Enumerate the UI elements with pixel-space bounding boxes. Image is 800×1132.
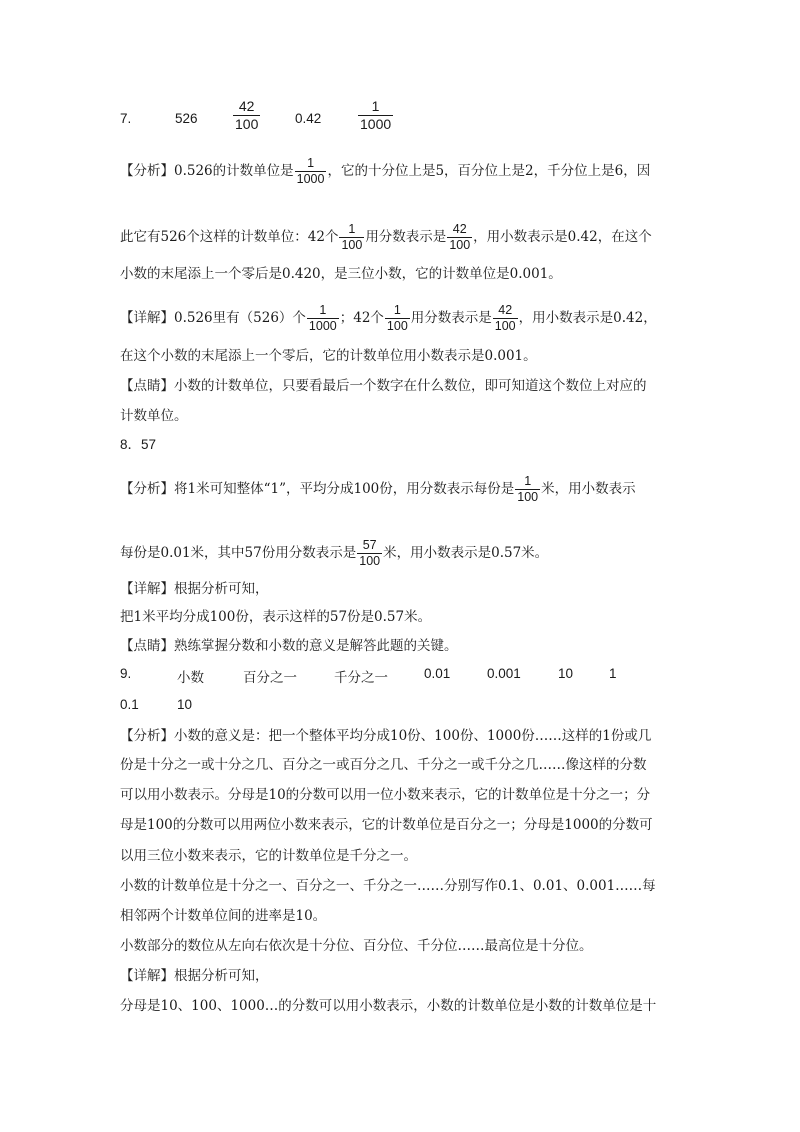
q9-analysis-line-2: 份是十分之一或十分之几、百分之一或百分之几、千分之一或千分之几……像这样的分数: [120, 757, 647, 773]
q8-comment: 【点睛】熟练掌握分数和小数的意义是解答此题的关键。: [120, 638, 458, 654]
q7-analysis-line-1: 【分析】0.526的计数单位是 $\frac{1}{1000}$ ，它的十分位上是5，百分位上是2，千分位上是6，因: [120, 156, 651, 186]
q7-detail-line-2: 在这个小数的末尾添上一个零后，它的计数单位用小数表示是0.001。: [120, 348, 537, 364]
fraction: $\frac{57}{100}$: [359, 538, 381, 568]
q9-answer-3: 千分之一: [334, 670, 388, 685]
q9-analysis-line-5: 以用三位小数来表示，它的计数单位是千分之一。: [120, 848, 417, 864]
q9-answer-5: 0.001: [487, 666, 521, 681]
q9-answer-1: 小数: [177, 670, 204, 685]
fraction: $\frac{1}{1000}$: [296, 156, 325, 186]
q7-answer-1: 526: [175, 111, 198, 126]
q7-fraction-42-100: $\frac{42}{100}$: [235, 98, 259, 132]
q8-detail-line-2: 把1米平均分成100份，表示这样的57份是0.57米。: [120, 609, 432, 625]
q9-answer-4: 0.01: [424, 666, 451, 681]
fraction: $\frac{1}{100}$: [386, 303, 408, 333]
q8-number: 8．57: [120, 437, 157, 452]
q9-number: 9.: [120, 666, 132, 681]
q9-analysis-line-6: 小数的计数单位是十分之一、百分之一、千分之一……分别写作0.1、0.01、0.001……每: [120, 878, 656, 894]
q7-number: 7.: [120, 111, 132, 126]
q8-analysis-line-1: 【分析】将1米可知整体“1”，平均分成100份，用分数表示每份是 $\frac{1}{100}$ 米，用小数表示: [120, 474, 636, 504]
q9-answer-7: 1: [609, 666, 617, 681]
q9-detail-line-1: 【详解】根据分析可知，: [120, 968, 269, 984]
q9-answer-9: 10: [177, 697, 193, 712]
fraction: $\frac{1}{100}$: [517, 474, 539, 504]
q9-analysis-line-4: 母是100的分数可以用两位小数来表示，它的计数单位是百分之一；分母是1000的分数可: [120, 817, 653, 833]
q7-analysis-line-2: 此它有526个这样的计数单位：42个 $\frac{1}{100}$ 用分数表示是 $\frac{42}{100}$ ，用小数表示是0.42，在这个: [120, 222, 652, 252]
q9-analysis-line-3: 可以用小数表示。分母是10的分数可以用一位小数来表示，它的计数单位是十分之一；分: [120, 787, 651, 803]
q9-analysis-line-7: 相邻两个计数单位间的进率是10。: [120, 908, 327, 924]
q7-comment-line-1: 【点睛】小数的计数单位，只要看最后一个数字在什么数位，即可知道这个数位上对应的: [120, 378, 647, 394]
q8-detail-line-1: 【详解】根据分析可知，: [120, 581, 269, 597]
q9-detail-line-2: 分母是10、100、1000…的分数可以用小数表示，小数的计数单位是小数的计数单位是十: [120, 998, 657, 1014]
q7-detail-line-1: 【详解】0.526里有（526）个 $\frac{1}{1000}$ ；42个 $\frac{1}{100}$ 用分数表示是 $\frac{42}{100}$ ，用小数表示是0.42，: [120, 303, 657, 333]
q9-analysis-line-1: 【分析】小数的意义是：把一个整体平均分成10份、100份、1000份……这样的1份或几: [120, 728, 652, 744]
q7-fraction-1-1000: $\frac{1}{1000}$: [360, 98, 392, 132]
q9-answer-8: 0.1: [120, 697, 139, 712]
q8-analysis-line-2: 每份是0.01米，其中57份用分数表示是 $\frac{57}{100}$ 米，用小数表示是0.57米。: [120, 538, 549, 568]
q7-comment-line-2: 计数单位。: [120, 408, 188, 424]
fraction: $\frac{42}{100}$: [494, 303, 516, 333]
q9-answer-6: 10: [558, 666, 574, 681]
fraction: $\frac{1}{1000}$: [308, 303, 337, 333]
fraction: $\frac{42}{100}$: [449, 222, 471, 252]
q9-answer-2: 百分之一: [243, 670, 297, 685]
fraction: $\frac{1}{100}$: [341, 222, 363, 252]
q9-analysis-line-8: 小数部分的数位从左向右依次是十分位、百分位、千分位……最高位是十分位。: [120, 938, 593, 954]
q7-analysis-line-3: 小数的末尾添上一个零后是0.420，是三位小数，它的计数单位是0.001。: [120, 266, 562, 282]
q7-answer-2: 0.42: [295, 111, 322, 126]
